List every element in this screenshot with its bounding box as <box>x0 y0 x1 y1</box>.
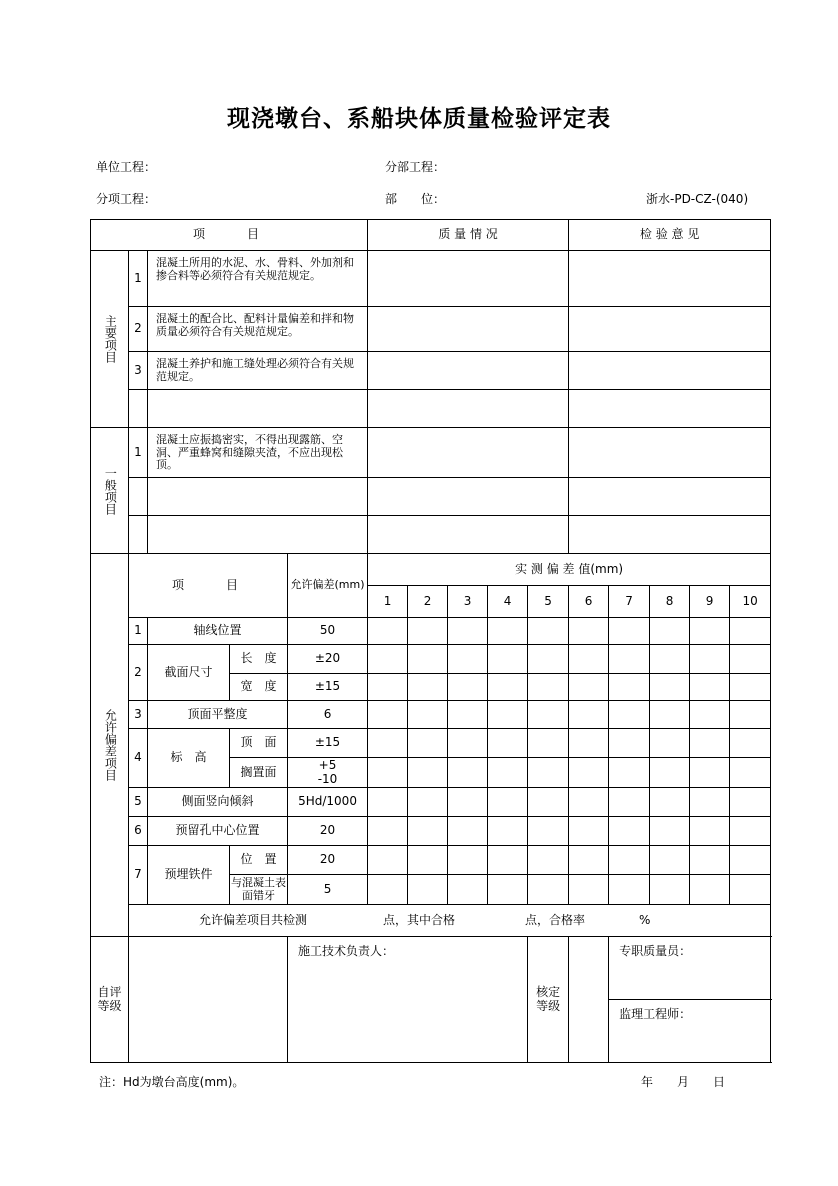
self-grade-label: 自评等级 <box>91 937 129 1063</box>
measure-cell[interactable] <box>690 846 730 875</box>
measure-cell[interactable] <box>650 875 690 905</box>
measure-cell[interactable] <box>650 846 690 875</box>
measure-cell[interactable] <box>488 701 528 729</box>
allow-value <box>288 758 368 788</box>
allow-value: ±20 <box>288 645 368 674</box>
deviation-item-name: 顶面平整度 <box>148 701 288 729</box>
summary-part-4: % <box>639 912 651 927</box>
measure-cell[interactable] <box>569 645 609 674</box>
date-label: 年 月 日 <box>641 1075 726 1089</box>
verify-grade-cell[interactable] <box>569 937 609 1063</box>
quality-cell[interactable] <box>368 307 569 352</box>
measure-cell[interactable] <box>609 618 650 645</box>
measure-cell[interactable] <box>730 618 771 645</box>
measure-cell[interactable] <box>448 645 488 674</box>
allow-value: 5 <box>288 875 368 905</box>
measure-cell[interactable] <box>650 701 690 729</box>
measure-cell[interactable] <box>408 875 448 905</box>
opinion-cell[interactable] <box>569 307 771 352</box>
tech-lead-signature[interactable]: 施工技术负责人： <box>288 937 528 1063</box>
measure-cell[interactable] <box>609 788 650 817</box>
opinion-cell[interactable] <box>569 390 771 428</box>
measure-cell[interactable] <box>528 846 569 875</box>
page-title: 现浇墩台、系船块体质量检验评定表 <box>227 105 611 132</box>
measure-cell[interactable] <box>448 729 488 758</box>
measure-cell[interactable] <box>448 758 488 788</box>
measure-cell[interactable] <box>609 758 650 788</box>
quality-cell[interactable] <box>368 478 569 516</box>
allow-value: ±15 <box>288 729 368 758</box>
general-items-group: 一般项目 <box>91 428 129 554</box>
measure-cell[interactable] <box>690 788 730 817</box>
quality-cell[interactable] <box>368 390 569 428</box>
measure-cell[interactable] <box>690 618 730 645</box>
measure-cell[interactable] <box>408 846 448 875</box>
measure-col-header: 7 <box>609 586 650 618</box>
measure-cell[interactable] <box>690 875 730 905</box>
measure-cell[interactable] <box>609 817 650 846</box>
measure-col-header: 6 <box>569 586 609 618</box>
measure-cell[interactable] <box>569 846 609 875</box>
measure-cell[interactable] <box>368 875 408 905</box>
measure-cell[interactable] <box>368 758 408 788</box>
allow-value: 50 <box>288 618 368 645</box>
measure-col-header: 3 <box>448 586 488 618</box>
measure-cell[interactable] <box>730 645 771 674</box>
measure-cell[interactable] <box>448 674 488 701</box>
measure-cell[interactable] <box>690 758 730 788</box>
measure-cell[interactable] <box>609 729 650 758</box>
deviation-item-name: 标 高 <box>148 729 230 788</box>
measure-col-header: 2 <box>408 586 448 618</box>
measure-cell[interactable] <box>650 645 690 674</box>
measure-cell[interactable] <box>408 645 448 674</box>
summary-part-1: 允许偏差项目共检测 <box>199 912 308 927</box>
item-header: 项 目 <box>91 220 368 251</box>
measure-col-header: 4 <box>488 586 528 618</box>
deviation-sub-name: 顶 面 <box>230 729 288 758</box>
allow-deviation-header: 允许偏差(mm) <box>288 554 368 618</box>
deviation-sub-name: 宽 度 <box>230 674 288 701</box>
measure-cell[interactable] <box>528 701 569 729</box>
measure-cell[interactable] <box>528 674 569 701</box>
measure-cell[interactable] <box>408 758 448 788</box>
measure-cell[interactable] <box>408 788 448 817</box>
footnote: 注：Hd为墩台高度(mm)。 <box>99 1075 245 1089</box>
measure-col-header: 1 <box>368 586 408 618</box>
measure-col-header: 8 <box>650 586 690 618</box>
deviation-item-name: 预留孔中心位置 <box>148 817 288 846</box>
measure-cell[interactable] <box>488 729 528 758</box>
opinion-header: 检 验 意 见 <box>569 220 771 251</box>
measure-cell[interactable] <box>569 729 609 758</box>
opinion-cell[interactable] <box>569 352 771 390</box>
measure-cell[interactable] <box>528 645 569 674</box>
measure-cell[interactable] <box>368 817 408 846</box>
measure-cell[interactable] <box>609 645 650 674</box>
main-item-text: 混凝土所用的水泥、水、骨料、外加剂和掺合料等必须符合有关规范规定。 <box>148 251 368 307</box>
measure-cell[interactable] <box>650 674 690 701</box>
measure-cell[interactable] <box>569 817 609 846</box>
row-number: 3 <box>129 352 148 390</box>
row-number <box>129 390 148 428</box>
allow-value: 6 <box>288 701 368 729</box>
allow-value: 5Hd/1000 <box>288 788 368 817</box>
position-label: 部 位： <box>385 192 446 206</box>
deviation-item-name: 预埋铁件 <box>148 846 230 905</box>
measure-cell[interactable] <box>609 674 650 701</box>
supervisor-signature[interactable]: 监理工程师： <box>609 1000 771 1063</box>
measure-cell[interactable] <box>690 701 730 729</box>
measure-cell[interactable] <box>368 618 408 645</box>
measure-cell[interactable] <box>488 817 528 846</box>
measure-cell[interactable] <box>690 645 730 674</box>
measure-cell[interactable] <box>488 758 528 788</box>
measure-cell[interactable] <box>528 618 569 645</box>
quality-cell[interactable] <box>368 251 569 307</box>
row-number: 3 <box>129 701 148 729</box>
measure-cell[interactable] <box>488 875 528 905</box>
row-number: 2 <box>129 645 148 701</box>
allow-value-upper: +5 <box>318 757 337 772</box>
measure-cell[interactable] <box>569 788 609 817</box>
row-number: 7 <box>129 846 148 905</box>
quality-cell[interactable] <box>368 428 569 478</box>
general-item-text <box>148 478 368 516</box>
unit-project-label: 单位工程： <box>96 160 157 174</box>
allow-value: 20 <box>288 846 368 875</box>
measure-cell[interactable] <box>650 788 690 817</box>
measure-cell[interactable] <box>368 701 408 729</box>
allow-value-lower: -10 <box>317 771 338 786</box>
summary-part-2: 点，其中合格 <box>383 912 456 927</box>
measure-cell[interactable] <box>730 758 771 788</box>
measure-cell[interactable] <box>730 846 771 875</box>
quality-table <box>90 219 771 1063</box>
main-item-text: 混凝土的配合比、配料计量偏差和拌和物质量必须符合有关规范规定。 <box>148 307 368 352</box>
measure-cell[interactable] <box>368 674 408 701</box>
opinion-cell[interactable] <box>569 428 771 478</box>
measure-cell[interactable] <box>528 875 569 905</box>
opinion-cell[interactable] <box>569 478 771 516</box>
measure-col-header: 5 <box>528 586 569 618</box>
row-number: 6 <box>129 817 148 846</box>
measure-cell[interactable] <box>569 618 609 645</box>
measure-cell[interactable] <box>368 788 408 817</box>
measure-cell[interactable] <box>368 645 408 674</box>
measure-cell[interactable] <box>690 729 730 758</box>
measure-cell[interactable] <box>448 817 488 846</box>
measure-cell[interactable] <box>650 817 690 846</box>
measure-cell[interactable] <box>368 729 408 758</box>
measure-cell[interactable] <box>730 729 771 758</box>
row-number <box>129 516 148 554</box>
allow-value: ±15 <box>288 674 368 701</box>
measure-cell[interactable] <box>730 817 771 846</box>
allow-value: 20 <box>288 817 368 846</box>
general-item-text <box>148 516 368 554</box>
measure-cell[interactable] <box>368 846 408 875</box>
measure-cell[interactable] <box>488 846 528 875</box>
measure-cell[interactable] <box>408 729 448 758</box>
row-number: 2 <box>129 307 148 352</box>
measure-cell[interactable] <box>650 729 690 758</box>
measure-cell[interactable] <box>690 674 730 701</box>
measure-cell[interactable] <box>609 846 650 875</box>
measure-cell[interactable] <box>569 701 609 729</box>
measure-cell[interactable] <box>730 788 771 817</box>
opinion-cell[interactable] <box>569 251 771 307</box>
measure-cell[interactable] <box>488 788 528 817</box>
deviation-sub-name: 位 置 <box>230 846 288 875</box>
quality-officer-signature[interactable]: 专职质量员： <box>609 937 771 1000</box>
row-number: 5 <box>129 788 148 817</box>
measure-cell[interactable] <box>448 875 488 905</box>
form-code: 浙水-PD-CZ-(040) <box>646 192 749 206</box>
measure-cell[interactable] <box>528 729 569 758</box>
deviation-sub-name: 搁置面 <box>230 758 288 788</box>
measure-cell[interactable] <box>408 701 448 729</box>
measure-cell[interactable] <box>609 875 650 905</box>
measure-cell[interactable] <box>408 674 448 701</box>
opinion-cell[interactable] <box>569 516 771 554</box>
deviation-item-header: 项 目 <box>129 554 288 618</box>
measure-cell[interactable] <box>650 618 690 645</box>
row-number: 1 <box>129 618 148 645</box>
row-number: 1 <box>129 428 148 478</box>
measure-col-header: 10 <box>730 586 771 618</box>
measured-header: 实 测 偏 差 值(mm) <box>368 554 771 586</box>
verify-grade-label: 核定等级 <box>528 937 569 1063</box>
measure-cell[interactable] <box>488 645 528 674</box>
measure-cell[interactable] <box>528 817 569 846</box>
row-number: 1 <box>129 251 148 307</box>
measure-cell[interactable] <box>408 618 448 645</box>
measure-cell[interactable] <box>448 788 488 817</box>
deviation-item-name: 轴线位置 <box>148 618 288 645</box>
quality-header: 质 量 情 况 <box>368 220 569 251</box>
main-items-group: 主要项目 <box>91 251 129 428</box>
measure-col-header: 9 <box>690 586 730 618</box>
measure-cell[interactable] <box>528 788 569 817</box>
measure-cell[interactable] <box>609 701 650 729</box>
measure-cell[interactable] <box>528 758 569 788</box>
summary-row <box>129 905 771 937</box>
measure-cell[interactable] <box>488 674 528 701</box>
measure-cell[interactable] <box>448 701 488 729</box>
measure-cell[interactable] <box>448 618 488 645</box>
main-item-text: 混凝土养护和施工缝处理必须符合有关规范规定。 <box>148 352 368 390</box>
measure-cell[interactable] <box>730 701 771 729</box>
measure-cell[interactable] <box>408 817 448 846</box>
division-project-label: 分部工程： <box>385 160 446 174</box>
deviation-sub-name: 与混凝土表面错牙 <box>230 875 288 905</box>
main-item-text <box>148 390 368 428</box>
measure-cell[interactable] <box>569 674 609 701</box>
self-grade-cell[interactable] <box>129 937 288 1063</box>
measure-cell[interactable] <box>690 817 730 846</box>
measure-cell[interactable] <box>448 846 488 875</box>
measure-cell[interactable] <box>650 758 690 788</box>
deviation-item-name: 截面尺寸 <box>148 645 230 701</box>
deviation-sub-name: 长 度 <box>230 645 288 674</box>
measure-cell[interactable] <box>730 674 771 701</box>
deviation-group: 允许偏差项目 <box>91 554 129 937</box>
measure-cell[interactable] <box>730 875 771 905</box>
measure-cell[interactable] <box>569 758 609 788</box>
item-project-label: 分项工程： <box>96 192 157 206</box>
deviation-item-name: 侧面竖向倾斜 <box>148 788 288 817</box>
row-number <box>129 478 148 516</box>
quality-cell[interactable] <box>368 352 569 390</box>
summary-part-3: 点，合格率 <box>525 912 586 927</box>
quality-cell[interactable] <box>368 516 569 554</box>
measure-cell[interactable] <box>488 618 528 645</box>
row-number: 4 <box>129 729 148 788</box>
general-item-text: 混凝土应振捣密实，不得出现露筋、空洞、严重蜂窝和缝隙夹渣，不应出现松顶。 <box>148 428 368 478</box>
measure-cell[interactable] <box>569 875 609 905</box>
